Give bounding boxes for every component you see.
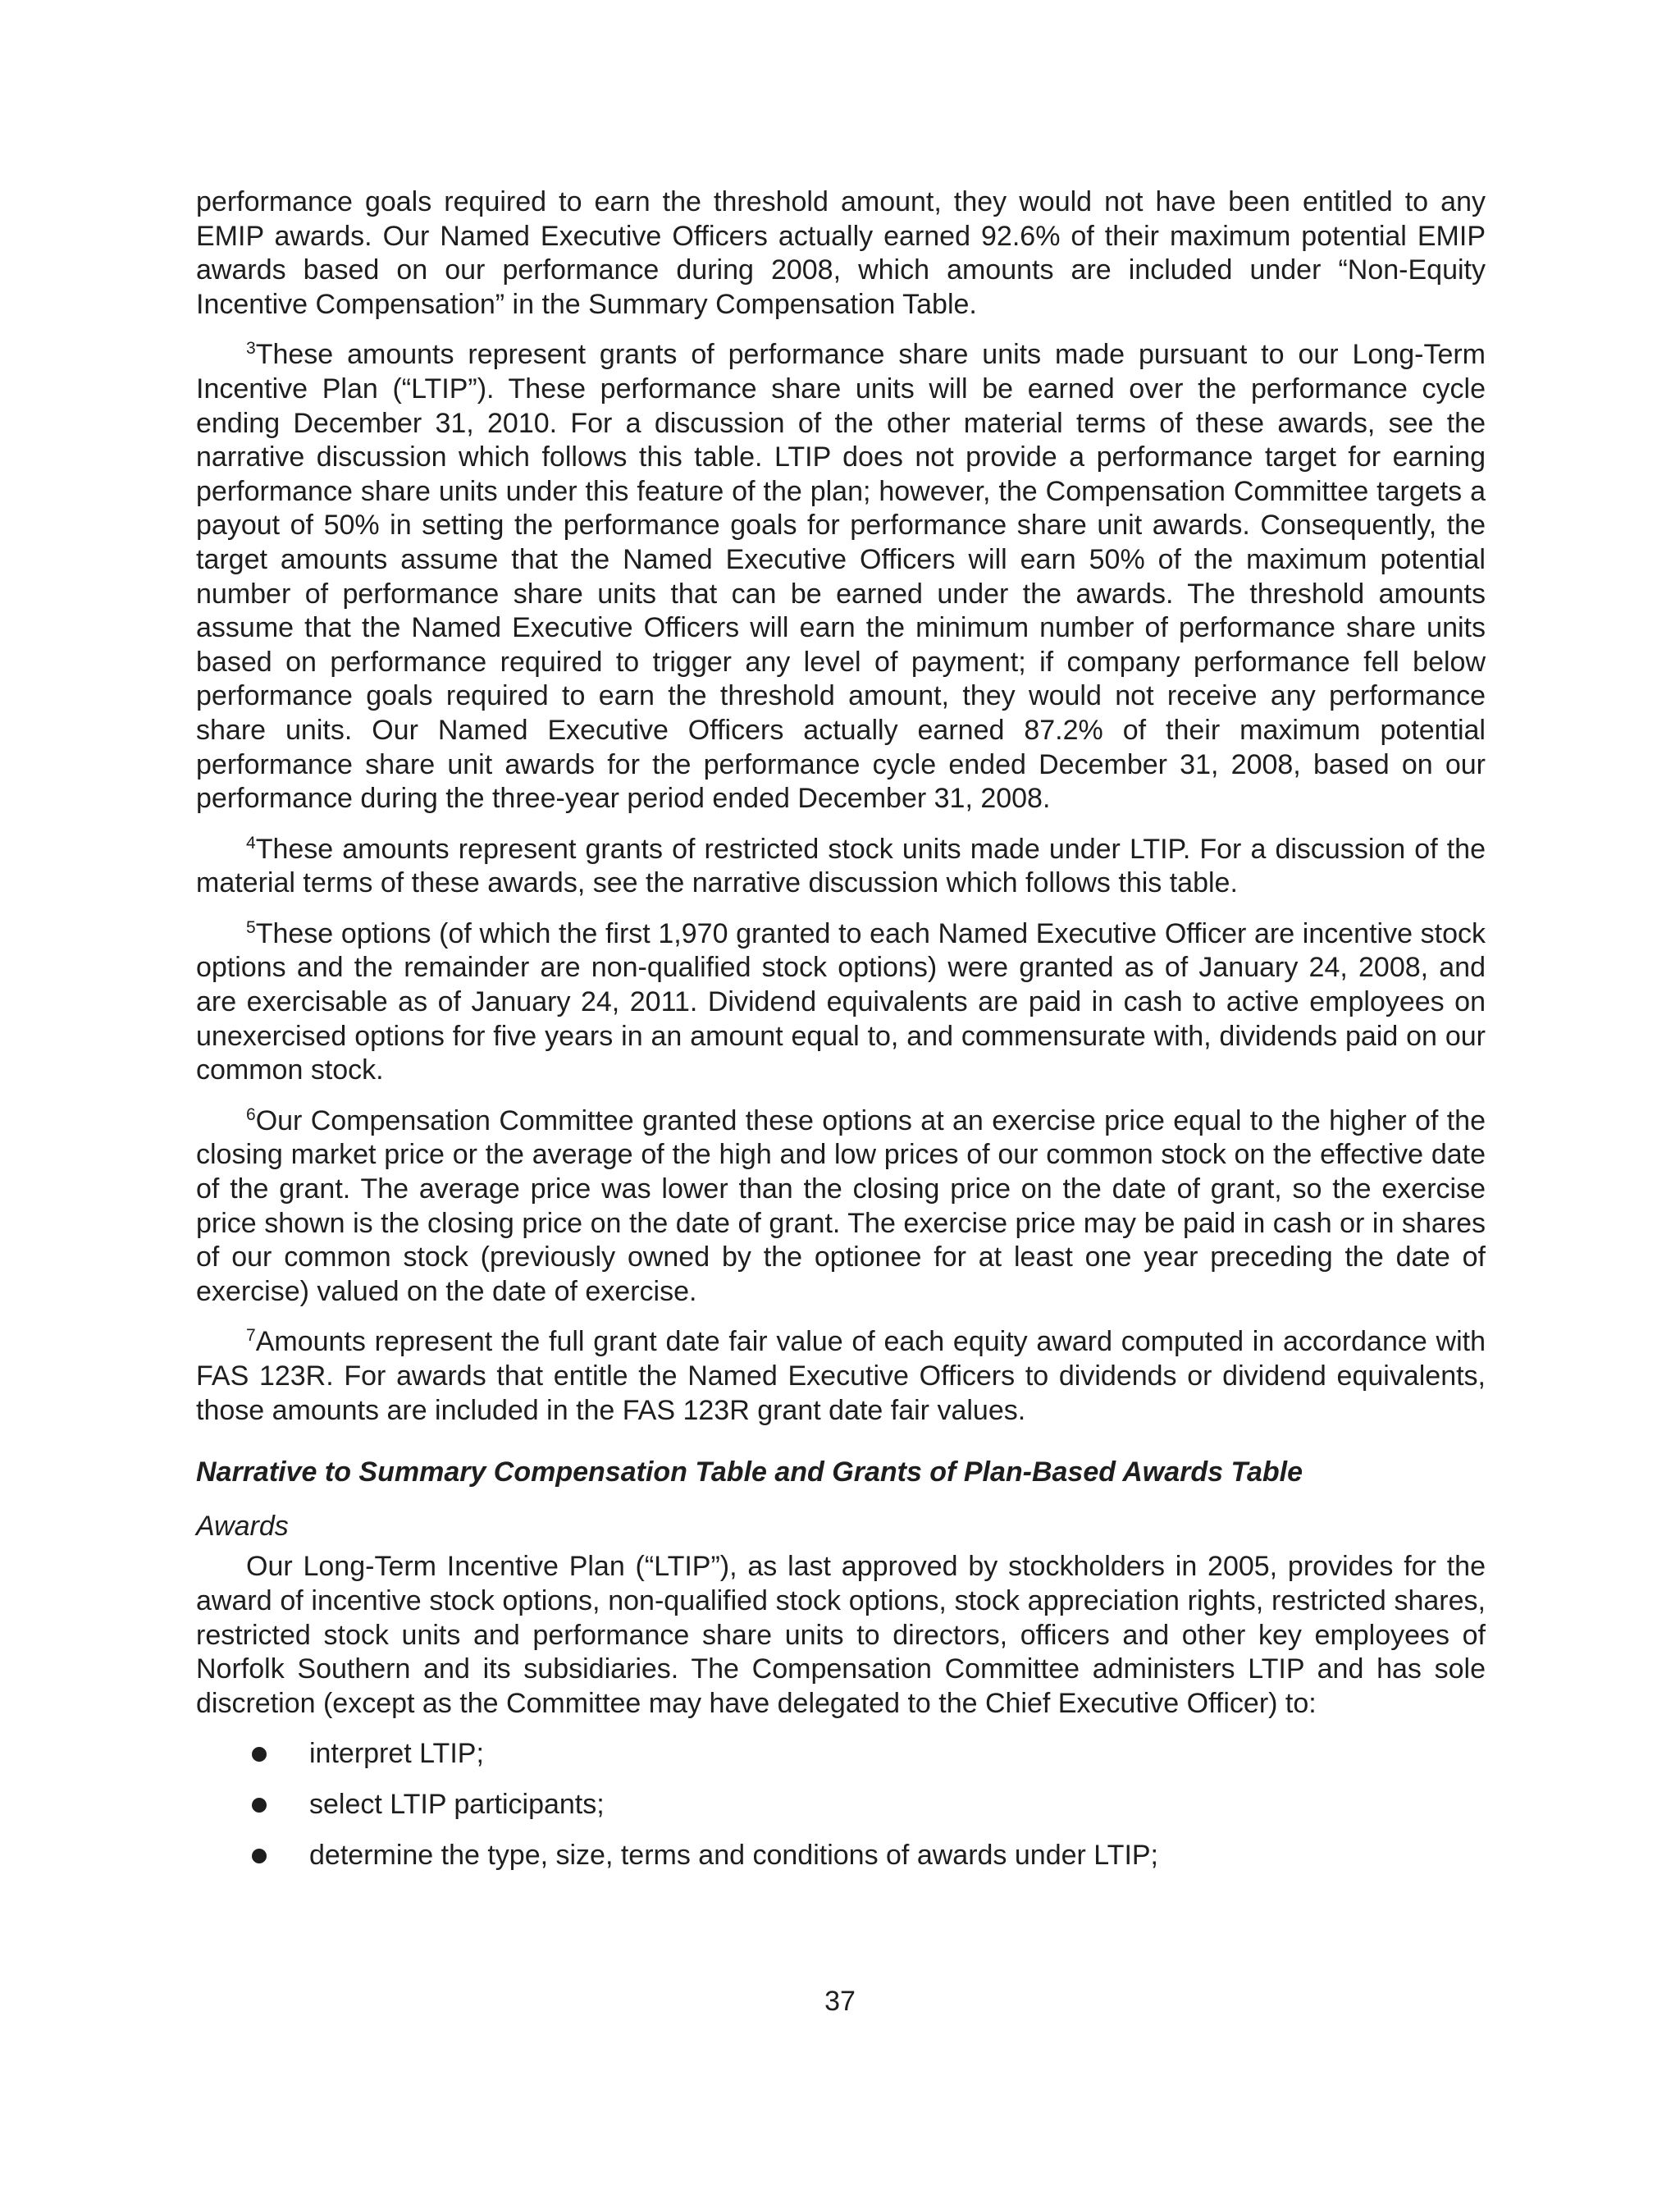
- body-paragraph: Our Long-Term Incentive Plan (“LTIP”), as last approved by stockholders in 2005, provides for the award of incentive stock options, non-qualified stock options, stock appreciation rights, restricted shares, restricted stock units and performance share units to directors, officers and other key employees of Norfolk Southern and its subsidiaries. The Compensation Committee administers LTIP and has sole discretion (except as the Committee may have delegated to the Chief Executive Officer) to:: [196, 1551, 1486, 1719]
- footnote-6: [196, 1104, 1486, 1310]
- list-item: [196, 1839, 1486, 1873]
- bullet-list: [196, 1737, 1486, 1872]
- section-heading: Narrative to Summary Compensation Table and Grants of Plan-Based Awards Table: [196, 1456, 1303, 1488]
- footnote-7: [196, 1325, 1486, 1428]
- footnote-text: Our Compensation Committee granted these options at an exercise price equal to the higher of the closing market price or the average of the high and low prices of our common stock on the effective date of the grant. The average price was lower than the closing price on the date of grant, so the exercise price shown is the closing price on the date of grant. The exercise price may be paid in cash or in shares of our common stock (previously owned by the optionee for at least one year preceding the date of exercise) valued on the date of exercise.: [196, 1104, 1486, 1307]
- footnote-marker: 7: [246, 1326, 256, 1346]
- document-page: [196, 185, 1486, 1889]
- footnote-5: [196, 917, 1486, 1088]
- list-item: [196, 1737, 1486, 1772]
- footnote-text: Amounts represent the full grant date fair value of each equity award computed in accordance with FAS 123R. For awards that entitle the Named Executive Officers to dividends or dividend equivalents, those amounts are included in the FAS 123R grant date fair values.: [196, 1326, 1486, 1426]
- footnote-marker: 4: [246, 833, 256, 853]
- list-item-text: interpret LTIP;: [309, 1738, 484, 1770]
- footnote-marker: 6: [246, 1104, 256, 1124]
- footnote-4: [196, 833, 1486, 901]
- footnote-text: These options (of which the first 1,970 granted to each Named Executive Officer are incentive stock options and the remainder are non-qualified stock options) were granted as of January 24, 2008, and are exercisable as of January 24, 2011. Dividend equivalents are paid in cash to active employees on unexercised options for five years in an amount equal to, and commensurate with, dividends paid on our common stock.: [196, 917, 1486, 1086]
- continuation-paragraph: performance goals required to earn the threshold amount, they would not have been entitled to any EMIP awards. Our Named Executive Officers actually earned 92.6% of their maximum potential EMIP awards based on our performance during 2008, which amounts are included under “Non-Equity Incentive Compensation” in the Summary Compensation Table.: [196, 186, 1486, 320]
- footnote-text: These amounts represent grants of restricted stock units made under LTIP. For a discussion of the material terms of these awards, see the narrative discussion which follows this table.: [196, 833, 1486, 899]
- page-number: 37: [824, 1986, 856, 2017]
- bullet-icon: [252, 1798, 267, 1813]
- footnote-marker: 3: [246, 339, 256, 359]
- list-item-text: select LTIP participants;: [309, 1788, 605, 1820]
- footnote-3: [196, 338, 1486, 816]
- footnote-marker: 5: [246, 917, 256, 937]
- footnote-text: These amounts represent grants of performance share units made pursuant to our Long-Term Incentive Plan (“LTIP”). These performance share units will be earned over the performance cycle ending December 31, 2010. For a discussion of the other material terms of these awards, see the narrative discussion which follows this table. LTIP does not provide a performance target for earning performance share units under this feature of the plan; however, the Compensation Committee targets a payout of 50% in setting the performance goals for performance share unit awards. Consequently, the target amounts assume that the Named Executive Officers will earn 50% of the maximum potential number of performance share units that can be earned under the awards. The threshold amounts assume that the Named Executive Officers will earn the minimum number of performance share units based on performance required to trigger any level of payment; if company performance fell below performance goals required to earn the threshold amount, they would not receive any performance share units. Our Named Executive Officers actually earned 87.2% of their maximum potential performance share unit awards for the performance cycle ended December 31, 2008, based on our performance during the three-year period ended December 31, 2008.: [196, 339, 1486, 815]
- bullet-icon: [252, 1849, 267, 1863]
- sub-heading: Awards: [196, 1510, 289, 1542]
- bullet-icon: [252, 1747, 267, 1762]
- list-item: [196, 1788, 1486, 1822]
- list-item-text: determine the type, size, terms and conditions of awards under LTIP;: [309, 1839, 1159, 1871]
